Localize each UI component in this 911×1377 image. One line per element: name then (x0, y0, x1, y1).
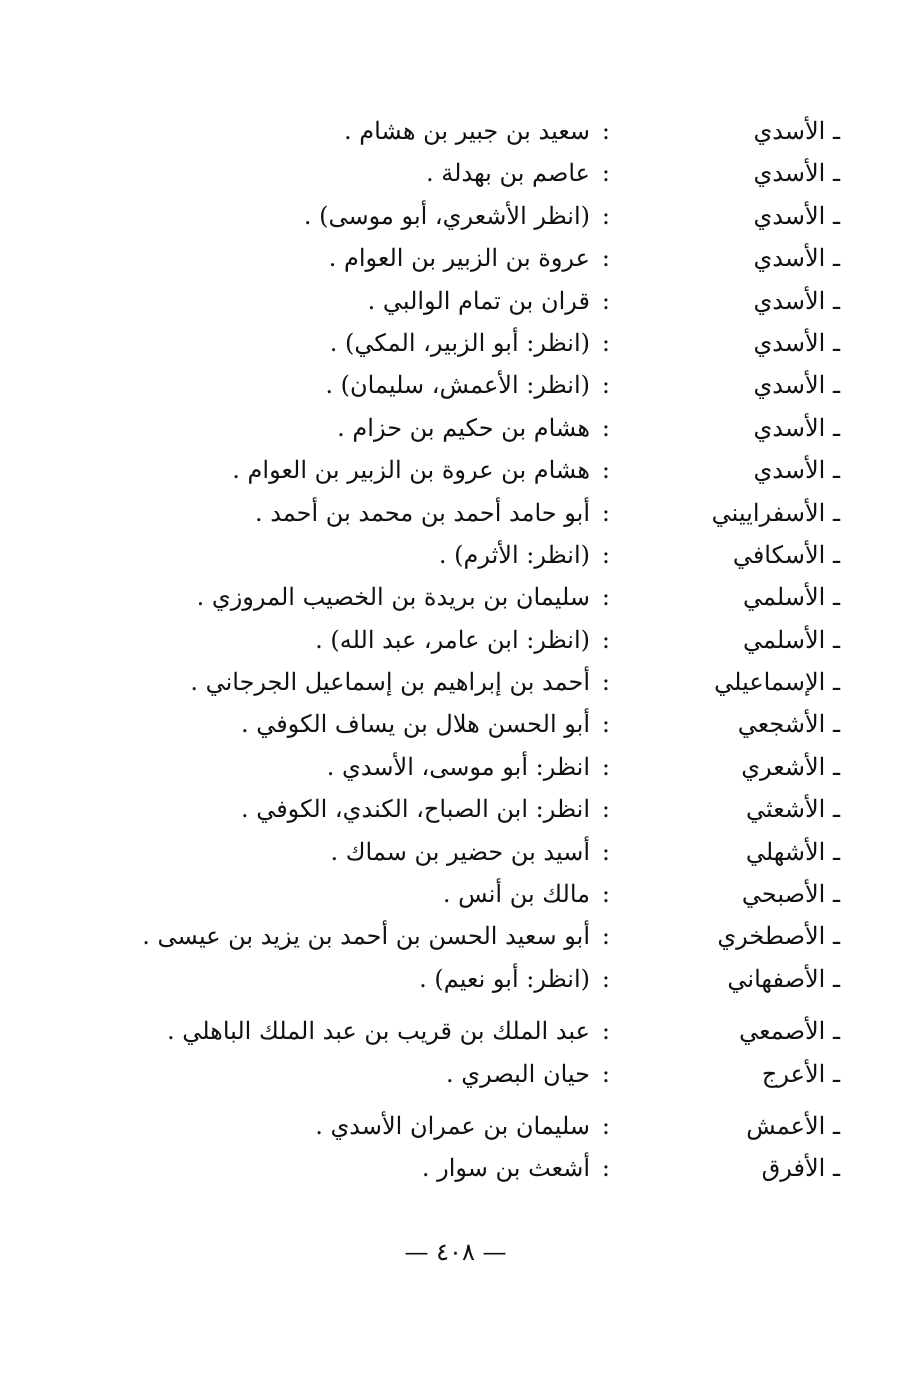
entry-separator: : (601, 117, 610, 145)
entry-full-name: أحمد بن إبراهيم بن إسماعيل الجرجاني . (190, 668, 590, 697)
entry-full-name: سعيد بن جبير بن هشام . (344, 117, 590, 145)
index-entry (120, 449, 840, 491)
entry-separator: : (601, 413, 610, 442)
entry-separator: : (601, 837, 610, 866)
entry-full-name: سليمان بن عمران الأسدي . (315, 1111, 590, 1140)
entry-nisba: ـ الأفرق (761, 1154, 840, 1183)
entry-nisba: ـ الأسدي (753, 371, 840, 400)
entry-full-name: عاصم بن بهدلة . (426, 159, 590, 188)
index-entry (120, 195, 840, 237)
index-entry (120, 1105, 840, 1147)
entry-full-name: عروة بن الزبير بن العوام . (328, 244, 590, 273)
index-entry (120, 280, 840, 322)
entry-nisba: ـ الأسدي (753, 286, 840, 315)
index-entry (120, 619, 840, 661)
entry-nisba: ـ الأشجعي (737, 710, 840, 739)
entry-nisba: ـ الأسدي (753, 413, 840, 442)
entry-nisba: ـ الإسماعيلي (714, 668, 840, 697)
entry-nisba: ـ الأسكافي (732, 540, 840, 569)
entry-separator: : (601, 880, 610, 909)
nisba-index-list (120, 110, 840, 1190)
index-entry (120, 915, 840, 957)
entry-separator: : (601, 201, 610, 230)
index-entry (120, 661, 840, 703)
index-entry (120, 873, 840, 915)
entry-separator: : (601, 1059, 610, 1088)
entry-separator: : (601, 1017, 610, 1046)
entry-nisba: ـ الأسدي (753, 159, 840, 188)
entry-separator: : (601, 328, 610, 357)
entry-separator: : (601, 795, 610, 824)
entry-nisba: ـ الأعرج (761, 1059, 840, 1088)
index-entry (120, 364, 840, 406)
entry-nisba: ـ الأصبحي (741, 880, 840, 909)
index-entry (120, 534, 840, 576)
entry-nisba: ـ الأصفهاني (727, 964, 840, 993)
entry-nisba: ـ الأسدي (753, 244, 840, 273)
entry-separator: : (601, 540, 610, 569)
entry-full-name: انظر: ابن الصباح، الكندي، الكوفي . (240, 795, 590, 824)
entry-full-name: (انظر: الأعمش، سليمان) . (325, 371, 590, 400)
entry-separator: : (601, 244, 610, 273)
index-entry (120, 152, 840, 194)
entry-full-name: سليمان بن بريدة بن الخصيب المروزي . (196, 583, 590, 612)
entry-separator: : (601, 1111, 610, 1140)
entry-full-name: هشام بن عروة بن الزبير بن العوام . (232, 456, 590, 485)
index-entry (120, 110, 840, 152)
entry-nisba: ـ الأسدي (753, 328, 840, 357)
index-entry (120, 322, 840, 364)
entry-full-name: (انظر الأشعري، أبو موسى) . (303, 201, 590, 230)
entry-full-name: عبد الملك بن قريب بن عبد الملك الباهلي . (166, 1017, 590, 1046)
entry-full-name: (انظر: أبو الزبير، المكي) . (329, 328, 590, 357)
entry-separator: : (601, 159, 610, 188)
entry-nisba: ـ الأصمعي (739, 1017, 840, 1046)
entry-full-name: أبو سعيد الحسن بن أحمد بن يزيد بن عيسى . (142, 922, 590, 951)
entry-separator: : (601, 710, 610, 739)
entry-nisba: ـ الأسدي (753, 201, 840, 230)
entry-full-name: هشام بن حكيم بن حزام . (337, 413, 590, 442)
entry-full-name: (انظر: الأثرم) . (438, 540, 590, 569)
entry-nisba: ـ الأسلمي (743, 583, 840, 612)
entry-nisba: ـ الأسدي (753, 117, 840, 145)
entry-full-name: قران بن تمام الوالبي . (367, 286, 590, 315)
entry-separator: : (601, 498, 610, 527)
entry-full-name: حيان البصري . (446, 1059, 590, 1088)
entry-nisba: ـ الأشهلي (745, 837, 840, 866)
entry-full-name: أبو حامد أحمد بن محمد بن أحمد . (254, 498, 590, 527)
entry-separator: : (601, 625, 610, 654)
entry-separator: : (601, 456, 610, 485)
entry-nisba: ـ الأسلمي (743, 625, 840, 654)
entry-separator: : (601, 922, 610, 951)
entry-separator: : (601, 583, 610, 612)
entry-full-name: أسيد بن حضير بن سماك . (330, 837, 590, 866)
entry-separator: : (601, 1154, 610, 1183)
entry-nisba: ـ الأسدي (753, 456, 840, 485)
entry-nisba: ـ الأصطخري (717, 922, 840, 951)
page-number: — ٤٠٨ — (404, 1238, 507, 1266)
entry-separator: : (601, 964, 610, 993)
index-entry (120, 703, 840, 745)
entry-full-name: أشعث بن سوار . (421, 1154, 590, 1183)
entry-nisba: ـ الأعمش (746, 1111, 840, 1140)
index-entry (120, 407, 840, 449)
index-entry (120, 788, 840, 830)
index-entry (120, 746, 840, 788)
entry-separator: : (601, 752, 610, 781)
entry-separator: : (601, 286, 610, 315)
entry-nisba: ـ الأشعثي (746, 795, 840, 824)
index-entry (120, 1010, 840, 1052)
entry-nisba: ـ الأسفراييني (711, 498, 840, 527)
entry-separator: : (601, 371, 610, 400)
entry-full-name: مالك بن أنس . (442, 880, 590, 909)
index-entry (120, 1147, 840, 1189)
entry-full-name: (انظر: أبو نعيم) . (419, 964, 590, 993)
index-entry (120, 576, 840, 618)
index-entry (120, 492, 840, 534)
entry-full-name: (انظر: ابن عامر، عبد الله) . (315, 625, 590, 654)
entry-full-name: انظر: أبو موسى، الأسدي . (326, 752, 590, 781)
index-entry (120, 958, 840, 1000)
entry-full-name: أبو الحسن هلال بن يساف الكوفي . (240, 710, 590, 739)
index-entry (120, 1053, 840, 1095)
entry-separator: : (601, 668, 610, 697)
index-entry (120, 831, 840, 873)
index-entry (120, 237, 840, 279)
entry-nisba: ـ الأشعري (741, 752, 840, 781)
